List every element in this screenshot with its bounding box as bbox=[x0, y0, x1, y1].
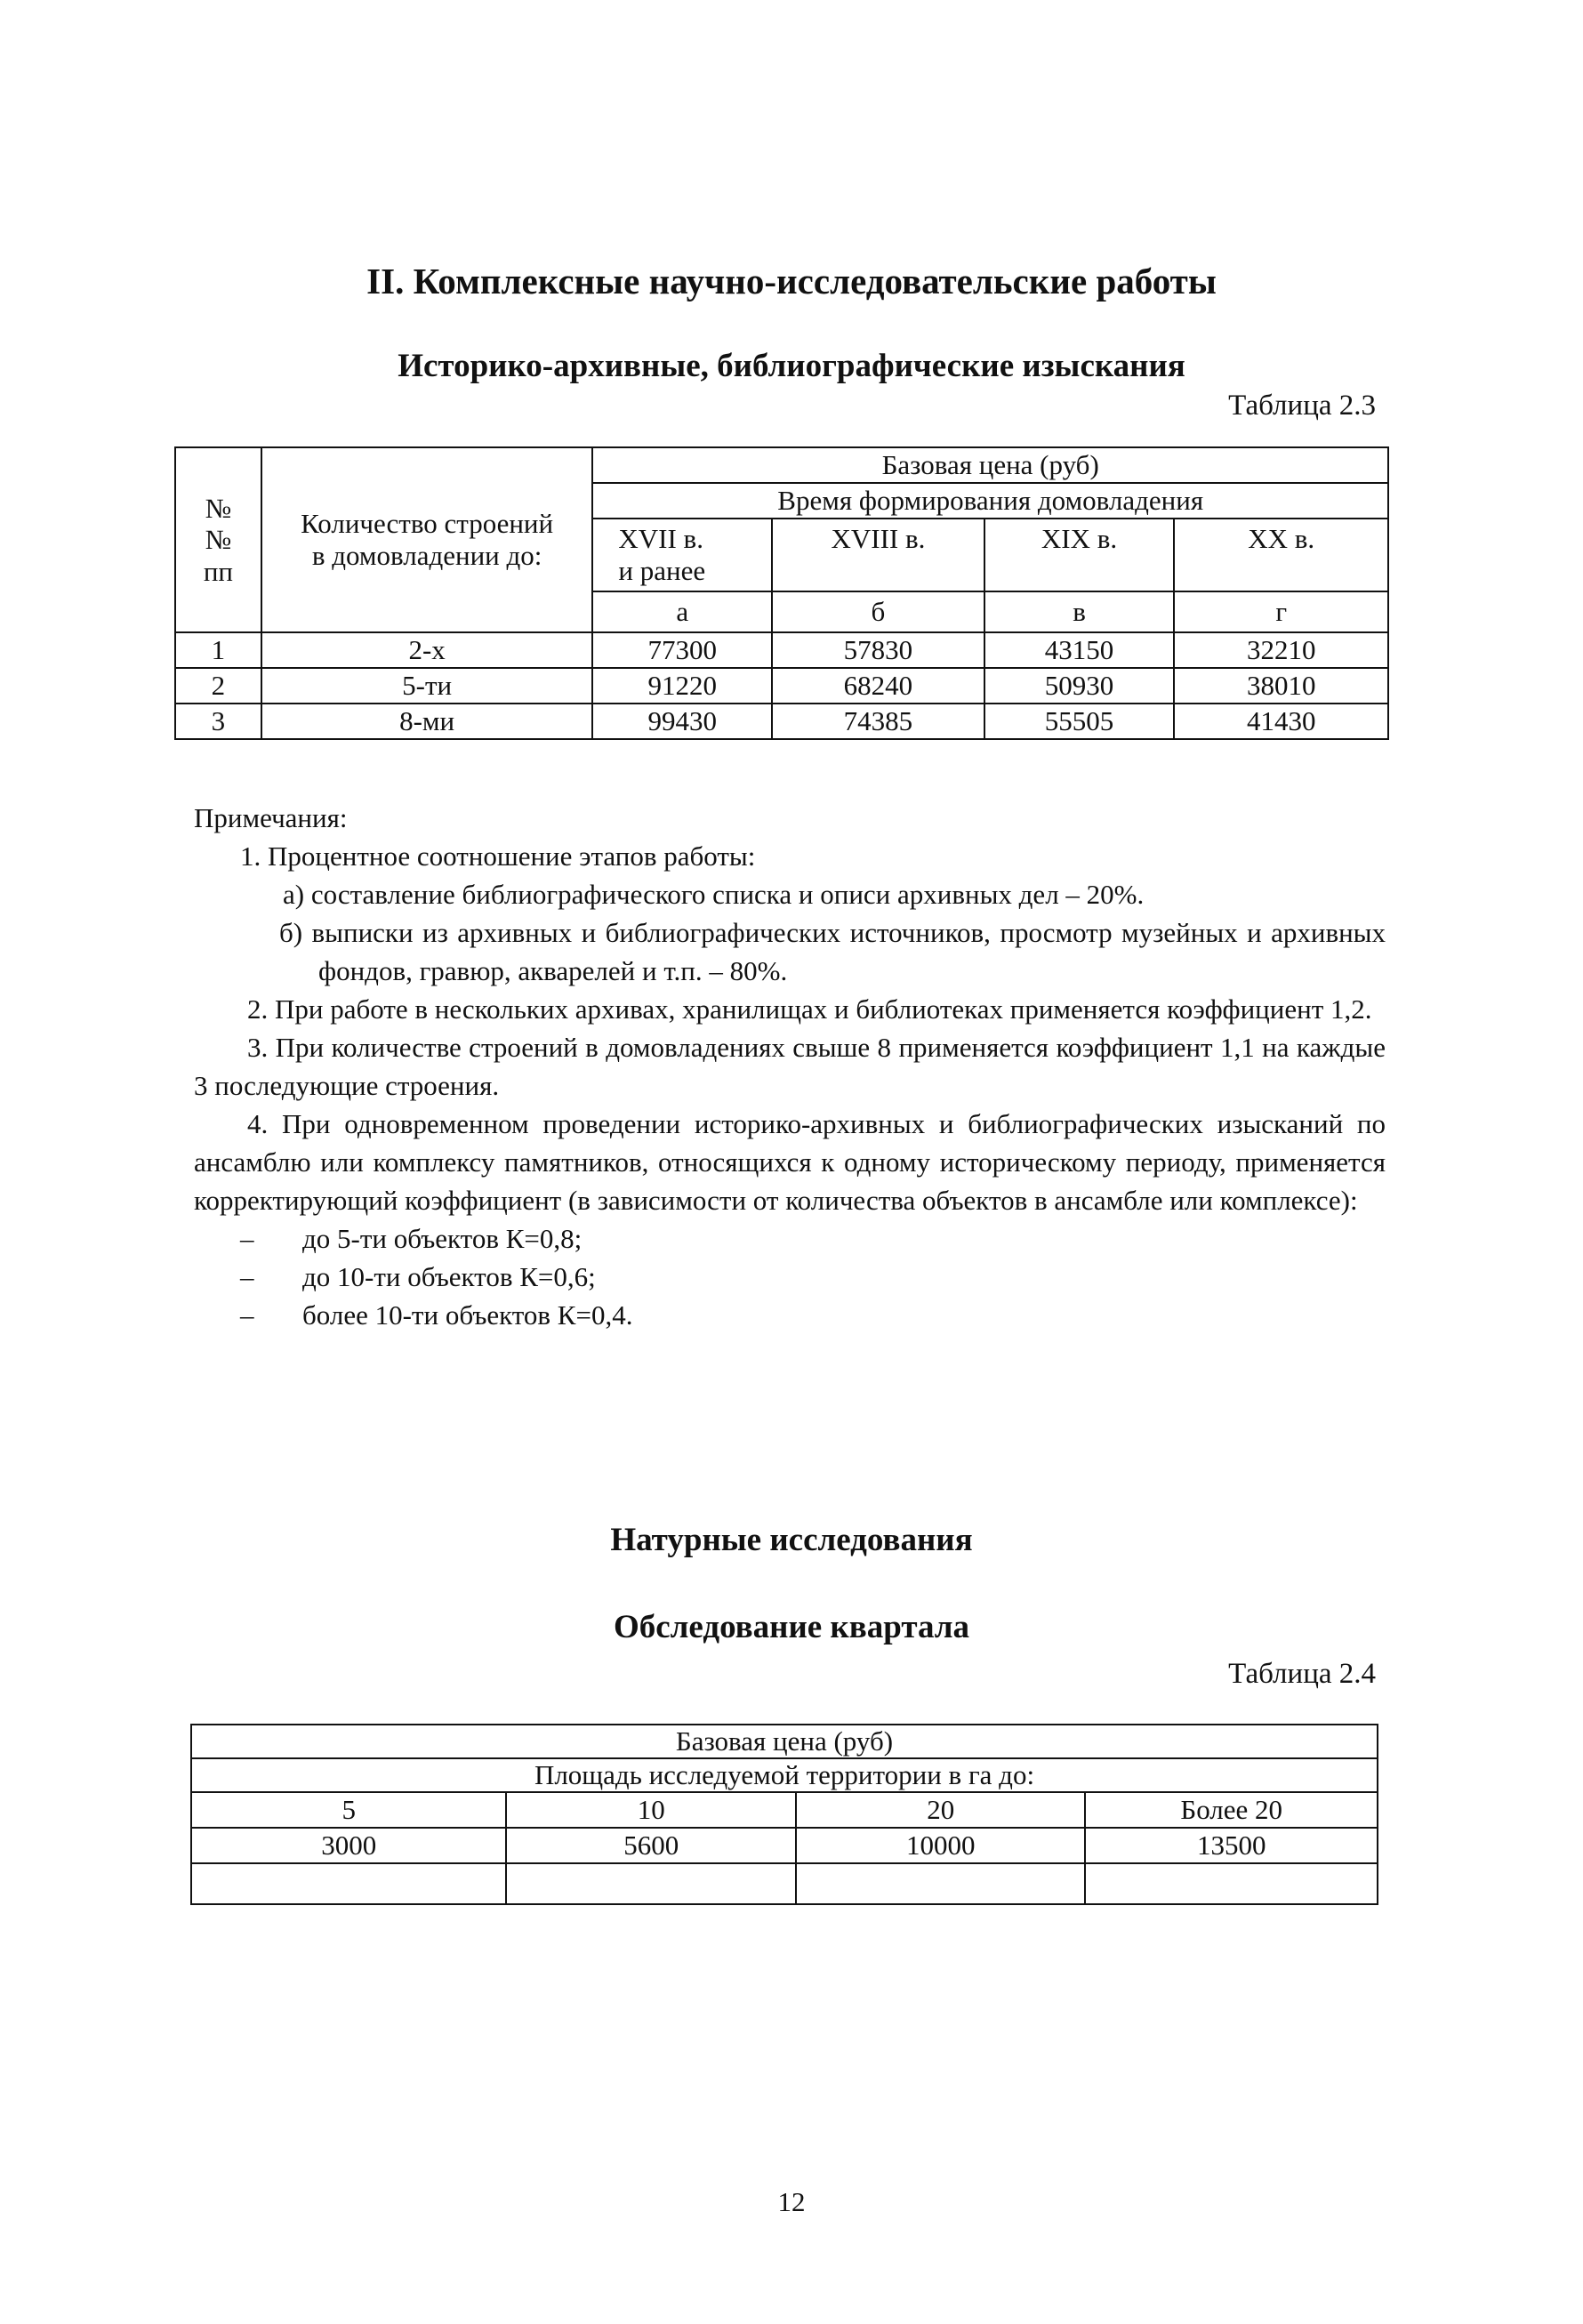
dash-text: до 10-ти объектов К=0,6; bbox=[302, 1261, 596, 1292]
dash-mark: – bbox=[240, 1299, 254, 1331]
period-letter: б bbox=[772, 591, 984, 632]
area-column-header: 10 bbox=[506, 1792, 796, 1828]
area-column-header: 20 bbox=[796, 1792, 1086, 1828]
cell-empty bbox=[1085, 1863, 1378, 1904]
cell-price: 3000 bbox=[191, 1828, 506, 1863]
notes-block bbox=[194, 799, 1386, 1334]
area-header: Площадь исследуемой территории в га до: bbox=[191, 1758, 1378, 1792]
section-title: II. Комплексные научно-исследовательские работы bbox=[366, 261, 1217, 302]
cell-empty bbox=[796, 1863, 1086, 1904]
cell-number: 2 bbox=[175, 668, 261, 704]
cell-price: 38010 bbox=[1174, 668, 1388, 704]
table-row bbox=[175, 632, 1388, 668]
dash-mark: – bbox=[240, 1261, 254, 1292]
cell-price: 41430 bbox=[1174, 704, 1388, 739]
prices-table-2-4 bbox=[190, 1724, 1378, 1905]
dash-mark: – bbox=[240, 1223, 254, 1254]
table-row-empty bbox=[191, 1863, 1378, 1904]
notes-heading: Примечания: bbox=[194, 802, 348, 833]
cell-number: 1 bbox=[175, 632, 261, 668]
subsection-title: Историко-архивные, библиографические изыскания bbox=[398, 348, 1185, 384]
period-header: XX в. bbox=[1174, 519, 1388, 591]
dash-item bbox=[194, 1219, 1386, 1258]
cell-price: 74385 bbox=[772, 704, 984, 739]
cell-count: 5-ти bbox=[261, 668, 593, 704]
period-letter: в bbox=[984, 591, 1175, 632]
header-line: № bbox=[205, 492, 232, 524]
note-subitem: а) составление библиографического списка и описи архивных дел – 20%. bbox=[283, 879, 1145, 910]
table-row bbox=[191, 1828, 1378, 1863]
cell-price: 99430 bbox=[592, 704, 772, 739]
header-line: Количество строений bbox=[301, 508, 554, 540]
dash-item bbox=[194, 1296, 1386, 1334]
cell-price: 55505 bbox=[984, 704, 1175, 739]
header-line: и ранее bbox=[618, 555, 706, 586]
header-line: XVII в. bbox=[618, 523, 703, 555]
cell-price: 77300 bbox=[592, 632, 772, 668]
header-line: № bbox=[205, 524, 232, 556]
cell-price: 57830 bbox=[772, 632, 984, 668]
cell-price: 10000 bbox=[796, 1828, 1086, 1863]
field-research-title: Натурные исследования bbox=[610, 1522, 973, 1558]
dash-text: более 10-ти объектов К=0,4. bbox=[302, 1299, 633, 1331]
cell-number: 3 bbox=[175, 704, 261, 739]
cell-price: 50930 bbox=[984, 668, 1175, 704]
cell-price: 68240 bbox=[772, 668, 984, 704]
period-header: XIX в. bbox=[984, 519, 1175, 591]
cell-count: 8-ми bbox=[261, 704, 593, 739]
dash-item bbox=[194, 1258, 1386, 1296]
cell-empty bbox=[506, 1863, 796, 1904]
note-item: 3. При количестве строений в домовладениях свыше 8 применяется коэффициент 1,1 на каждые 3 последующие строения. bbox=[194, 1032, 1386, 1101]
table-row bbox=[175, 668, 1388, 704]
col-number-header bbox=[175, 447, 261, 632]
table-row bbox=[175, 704, 1388, 739]
survey-title: Обследование квартала bbox=[613, 1609, 970, 1645]
page-number: 12 bbox=[777, 2186, 806, 2217]
area-column-header: Более 20 bbox=[1085, 1792, 1378, 1828]
cell-price: 13500 bbox=[1085, 1828, 1378, 1863]
note-item: 4. При одновременном проведении историко-архивных и библиографических изысканий по ансамблю или комплексу памятников, относящихся к одному историческому периоду, применяется корректирующий коэффициент (в зависимости от количества объектов в ансамбле или комплексе): bbox=[194, 1108, 1386, 1216]
time-formation-header: Время формирования домовладения bbox=[592, 483, 1388, 519]
base-price-header: Базовая цена (руб) bbox=[191, 1725, 1378, 1758]
period-header bbox=[592, 519, 772, 591]
cell-price: 5600 bbox=[506, 1828, 796, 1863]
prices-table-2-3 bbox=[174, 446, 1389, 740]
cell-price: 91220 bbox=[592, 668, 772, 704]
col-count-header bbox=[261, 447, 593, 632]
cell-price: 43150 bbox=[984, 632, 1175, 668]
header-line: пп bbox=[203, 555, 234, 587]
note-subitem: б) выписки из архивных и библиографических источников, просмотр музейных и архивных фондов, гравюр, акварелей и т.п. – 80%. bbox=[279, 917, 1386, 986]
base-price-header: Базовая цена (руб) bbox=[592, 447, 1388, 483]
cell-price: 32210 bbox=[1174, 632, 1388, 668]
dash-text: до 5-ти объектов К=0,8; bbox=[302, 1223, 583, 1254]
area-column-header: 5 bbox=[191, 1792, 506, 1828]
note-item: 2. При работе в нескольких архивах, хранилищах и библиотеках применяется коэффициент 1,2. bbox=[247, 993, 1372, 1025]
period-letter: г bbox=[1174, 591, 1388, 632]
table-caption: Таблица 2.3 bbox=[1228, 390, 1376, 422]
cell-count: 2-х bbox=[261, 632, 593, 668]
note-item: 1. Процентное соотношение этапов работы: bbox=[240, 840, 756, 872]
header-line: в домовладении до: bbox=[311, 540, 542, 571]
cell-empty bbox=[191, 1863, 506, 1904]
period-header: XVIII в. bbox=[772, 519, 984, 591]
period-letter: а bbox=[592, 591, 772, 632]
table-caption: Таблица 2.4 bbox=[1228, 1658, 1376, 1690]
